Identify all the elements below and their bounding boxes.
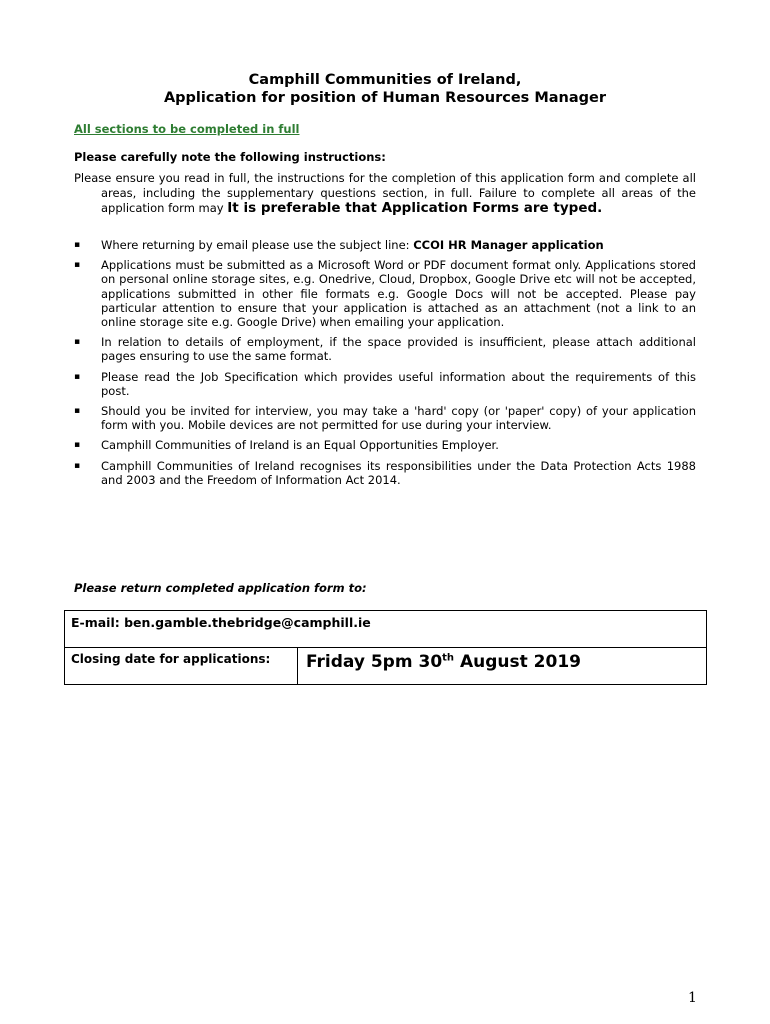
instruction-item [74,335,696,363]
instruction-item [74,438,696,452]
instruction-text: In relation to details of employment, if the space provided is insufficient, please attach additional pages ensuring to use the same format. [101,335,696,364]
instructions-heading: Please carefully note the following instructions: [74,150,386,164]
bullet-marker-icon: ▪ [74,260,81,271]
instruction-text: Should you be invited for interview, you may take a 'hard' copy (or 'paper' copy) of your application form with you. Mobile devices are not permitted for use during your interview. [101,404,696,433]
intro-paragraph [74,171,696,216]
intro-text: Please ensure you read in full, the instructions for the completion of this application form and complete all areas, including the supplementary questions section, in full. Failure to complete all areas of the application form may [74,171,696,215]
instruction-item [74,370,696,398]
bullet-marker-icon: ▪ [74,240,81,250]
bullet-marker-icon: ▪ [74,371,81,382]
contact-table [64,610,707,685]
instruction-bold-text: CCOI HR Manager application [413,238,604,252]
bullet-marker-icon: ▪ [74,440,81,451]
instruction-item [74,404,696,432]
instruction-item [74,459,696,487]
title-line-2: Application for position of Human Resources Manager [163,90,607,106]
closing-date-post: August 2019 [454,652,581,672]
page-title [0,71,770,107]
instruction-text: Where returning by email please use the subject line: [101,238,414,252]
page-number: 1 [688,990,697,1006]
return-heading: Please return completed application form to: [74,581,367,595]
bullet-marker-icon: ▪ [74,337,81,348]
instructions-list [74,238,696,493]
instruction-item [74,258,696,329]
email-cell: E-mail: ben.gamble.thebridge@camphill.ie [65,611,707,648]
instruction-text: Applications must be submitted as a Microsoft Word or PDF document format only. Applications stored on personal online storage sites, e.g. Onedrive, Cloud, Dropbox, Google Drive etc will not be accepted, applications submitted in other file formats e.g. Google Docs will not be accepted. Please pay particular attention to ensure that your application is attached as an attachment (not a link to an online storage site e.g. Google Drive) when emailing your application. [101,258,696,330]
closing-date-pre: Friday 5pm 30 [306,652,443,672]
bullet-marker-icon: ▪ [74,460,81,471]
bullet-marker-icon: ▪ [74,406,81,417]
instruction-text: Camphill Communities of Ireland recognises its responsibilities under the Data Protection Acts 1988 and 2003 and the Freedom of Information Act 2014. [101,458,696,487]
instruction-text: Please read the Job Specification which provides useful information about the requirements of this post. [101,369,696,398]
title-line-1: Camphill Communities of Ireland, [248,72,522,88]
closing-date-label: Closing date for applications: [65,648,298,685]
closing-date-sup: th [442,652,455,664]
instruction-item [74,238,696,252]
sections-complete-note: All sections to be completed in full [74,122,300,136]
intro-emphasis: It is preferable that Application Forms are typed. [227,200,603,216]
closing-date-value [298,648,707,685]
instruction-text: Camphill Communities of Ireland is an Equal Opportunities Employer. [101,438,499,453]
